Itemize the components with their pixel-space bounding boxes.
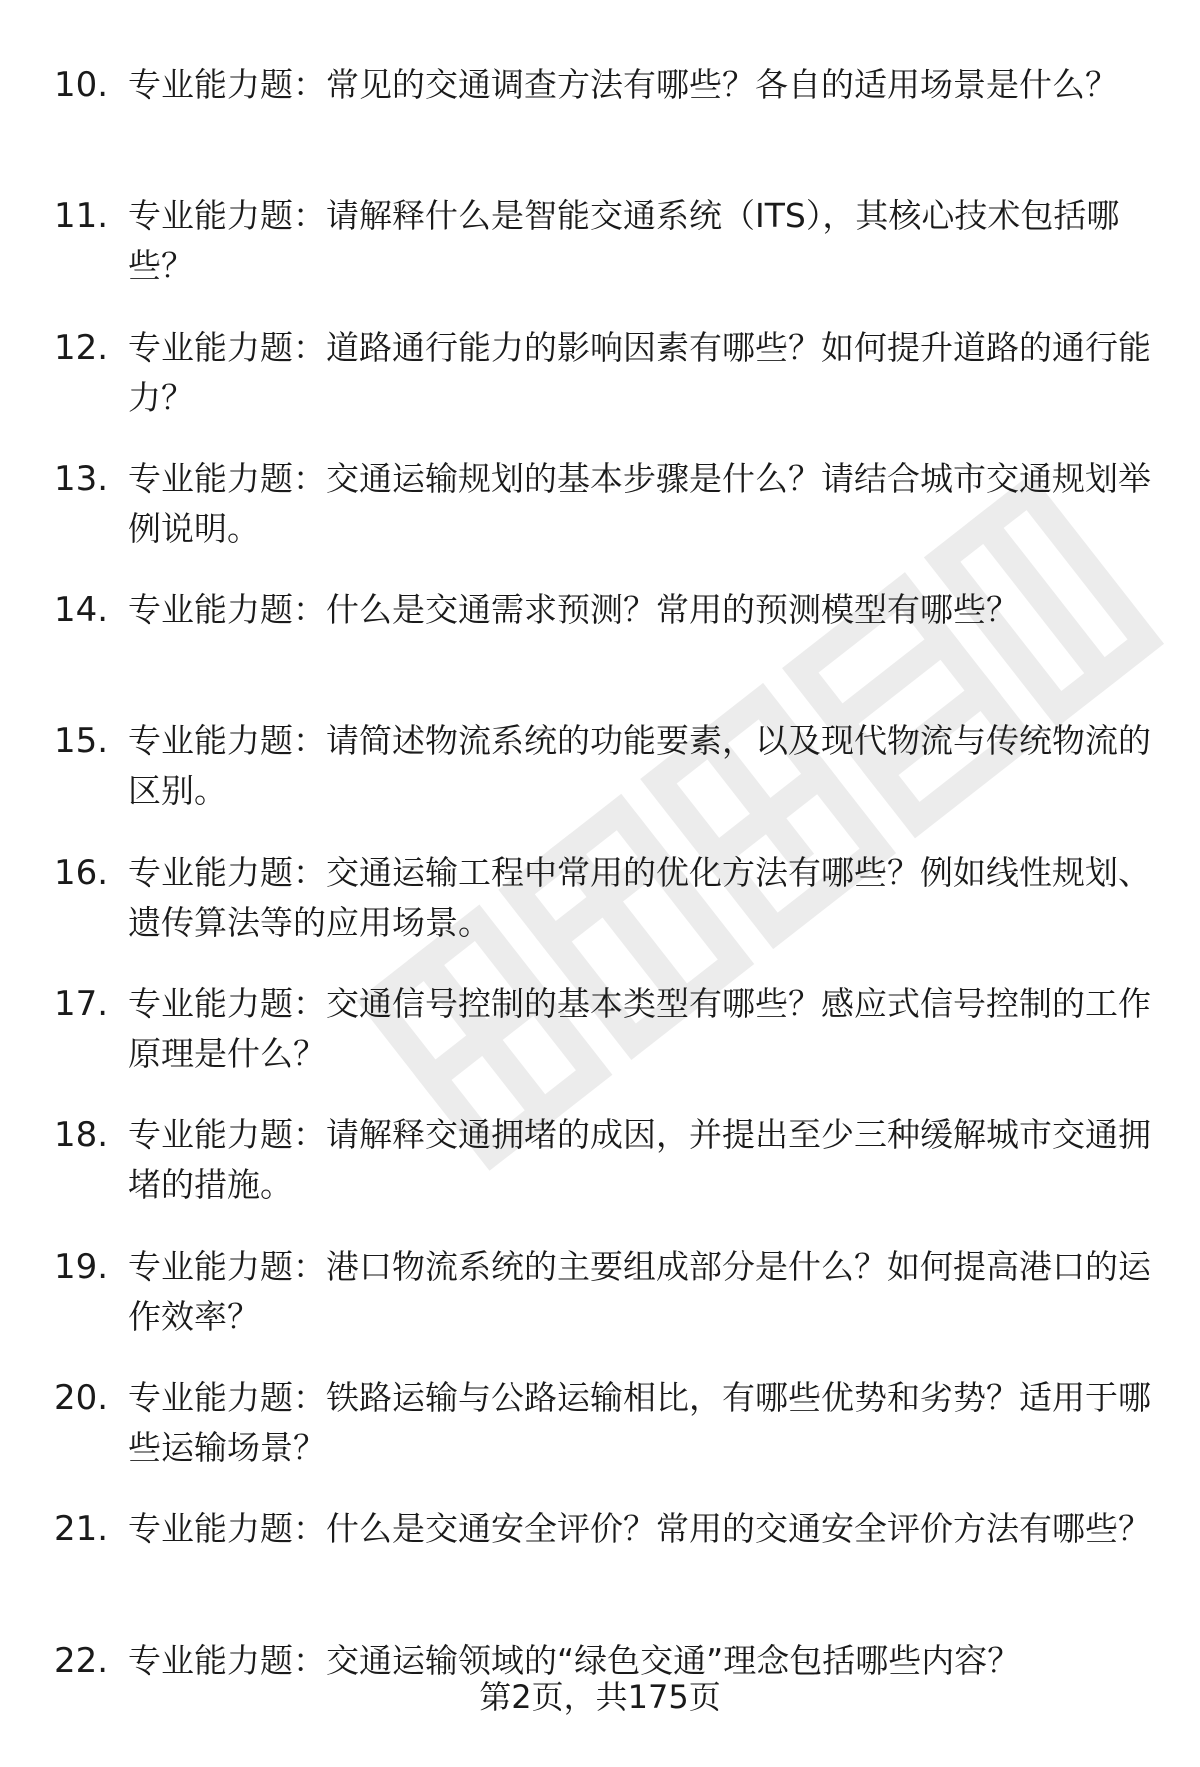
question-number: 21. xyxy=(54,1509,109,1550)
question-text: 专业能力题：交通运输规划的基本步骤是什么？请结合城市交通规划举例说明。 xyxy=(128,458,1151,548)
question-number: 20. xyxy=(54,1377,109,1418)
question-text: 专业能力题：交通运输工程中常用的优化方法有哪些？例如线性规划、遗传算法等的应用场景。 xyxy=(128,852,1151,942)
question-number: 12. xyxy=(54,327,109,368)
question-text: 专业能力题：港口物流系统的主要组成部分是什么？如何提高港口的运作效率？ xyxy=(128,1246,1151,1336)
question-text: 专业能力题：交通信号控制的基本类型有哪些？感应式信号控制的工作原理是什么？ xyxy=(128,984,1151,1074)
question-number: 16. xyxy=(54,852,109,893)
question-text: 专业能力题：常见的交通调查方法有哪些？各自的适用场景是什么？ xyxy=(128,65,1118,104)
question-number: 14. xyxy=(54,590,109,631)
question-text: 专业能力题：道路通行能力的影响因素有哪些？如何提升道路的通行能力？ xyxy=(128,327,1151,417)
list-item xyxy=(0,1242,1200,1373)
question-number: 10. xyxy=(54,65,109,105)
list-item xyxy=(0,848,1200,979)
question-text: 专业能力题：什么是交通安全评价？常用的交通安全评价方法有哪些？ xyxy=(128,1509,1151,1549)
list-item xyxy=(0,1504,1200,1635)
question-number: 15. xyxy=(54,721,109,762)
question-number: 17. xyxy=(54,984,109,1025)
list-item xyxy=(0,1373,1200,1504)
question-text: 专业能力题：请解释什么是智能交通系统（ITS），其核心技术包括哪些？ xyxy=(128,196,1120,286)
list-item xyxy=(0,60,1200,191)
question-text: 专业能力题：铁路运输与公路运输相比，有哪些优势和劣势？适用于哪些运输场景？ xyxy=(128,1377,1151,1467)
list-item xyxy=(0,716,1200,847)
question-text: 专业能力题：交通运输领域的“绿色交通”理念包括哪些内容？ xyxy=(128,1640,1021,1680)
list-item xyxy=(0,323,1200,454)
list-item xyxy=(0,191,1200,322)
list-item xyxy=(0,585,1200,716)
list-item xyxy=(0,454,1200,585)
question-number: 11. xyxy=(54,196,109,237)
question-number: 19. xyxy=(54,1246,109,1287)
list-item xyxy=(0,979,1200,1110)
page-indicator: 第2页，共175页 xyxy=(479,1678,721,1716)
question-number: 13. xyxy=(54,458,109,499)
question-number: 18. xyxy=(54,1115,109,1156)
question-text: 专业能力题：请解释交通拥堵的成因，并提出至少三种缓解城市交通拥堵的措施。 xyxy=(128,1115,1151,1205)
question-list xyxy=(0,60,1200,1767)
question-number: 22. xyxy=(54,1640,109,1681)
list-item xyxy=(0,1110,1200,1241)
question-text: 专业能力题：什么是交通需求预测？常用的预测模型有哪些？ xyxy=(128,590,1019,630)
question-text: 专业能力题：请简述物流系统的功能要素，以及现代物流与传统物流的区别。 xyxy=(128,721,1151,811)
